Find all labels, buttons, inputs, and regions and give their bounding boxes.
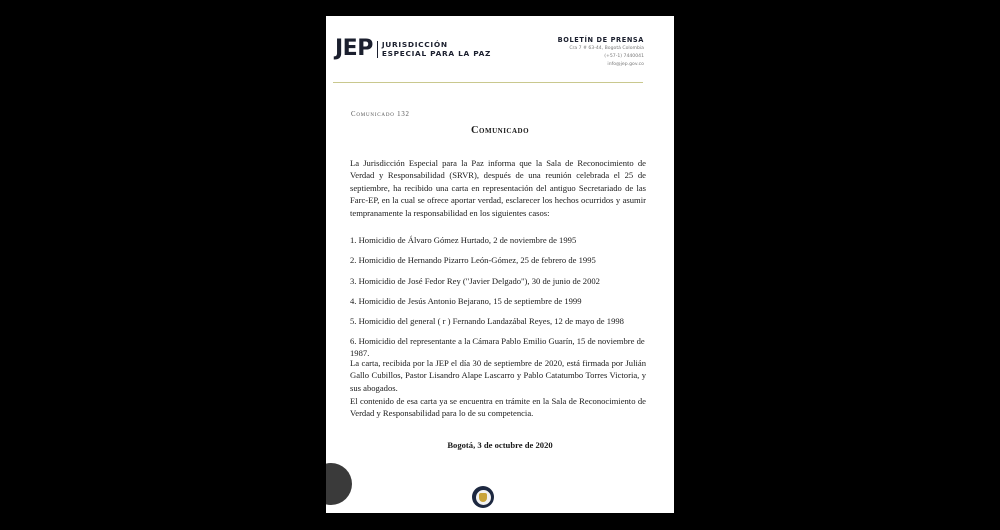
status-paragraph: El contenido de esa carta ya se encuentra en trámite en la Sala de Reconocimiento de Verdad y Responsabilidad para lo de su competencia. (350, 396, 646, 419)
page-scroll-handle[interactable] (310, 463, 352, 505)
case-item: 1. Homicidio de Álvaro Gómez Hurtado, 2 de noviembre de 1995 (350, 235, 577, 245)
press-contact-block (558, 36, 644, 69)
logo-divider (377, 41, 378, 58)
letter-paragraph: La carta, recibida por la JEP el día 30 de septiembre de 2020, está firmada por Julián Gallo Cubillos, Pastor Lisandro Alape Lascarro y Pablo Catatumbo Torres Victoria, y sus abogados. (350, 358, 646, 393)
case-item: 4. Homicidio de Jesús Antonio Bejarano, 15 de septiembre de 1999 (350, 295, 582, 306)
press-email: info@jep.gov.co (607, 62, 644, 67)
jep-logo (335, 38, 491, 60)
document-title: Comunicado (470, 125, 530, 136)
case-item: 3. Homicidio de José Fedor Rey ("Javier Delgado"), 30 de junio de 2002 (350, 275, 600, 286)
shield-icon (479, 493, 487, 502)
document-page (326, 16, 674, 513)
dateline: Bogotá, 3 de octubre de 2020 (447, 440, 553, 450)
logo-text (382, 40, 491, 58)
communique-reference: Comunicado 132 (351, 111, 410, 118)
logo-line-1: JURISDICCIÓN (381, 40, 448, 49)
header-divider (333, 82, 643, 83)
press-phone: (+57-1) 7440041 (604, 54, 644, 59)
seal-inner (476, 490, 491, 505)
press-address: Cra 7 # 63-44, Bogotá Colombia (569, 46, 644, 51)
intro-paragraph: La Jurisdicción Especial para la Paz informa que la Sala de Reconocimiento de Verdad y Responsabilidad (SRVR), después de una reunión celebrada el 25 de septiembre, ha recibido una carta en representación del antiguo Secretariado de las Farc-EP, en la cual se ofrece aportar verdad, esclarecer los hechos ocurridos y asumir tempranamente la responsabilidad en los siguientes casos: (350, 158, 646, 218)
coat-of-arms-seal-icon (472, 486, 494, 508)
case-item: 5. Homicidio del general ( r ) Fernando Landazábal Reyes, 12 de mayo de 1998 (350, 316, 624, 327)
logo-line-2: ESPECIAL PARA LA PAZ (381, 49, 492, 58)
press-title: BOLETÍN DE PRENSA (557, 36, 644, 44)
case-item: 2. Homicidio de Hernando Pizarro León-Gómez, 25 de febrero de 1995 (350, 255, 596, 266)
case-item: 6. Homicidio del representante a la Cámara Pablo Emilio Guarín, 15 de noviembre de 1987. (350, 336, 645, 359)
jep-logo-mark: JEP (335, 36, 373, 61)
cases-list (350, 234, 650, 368)
